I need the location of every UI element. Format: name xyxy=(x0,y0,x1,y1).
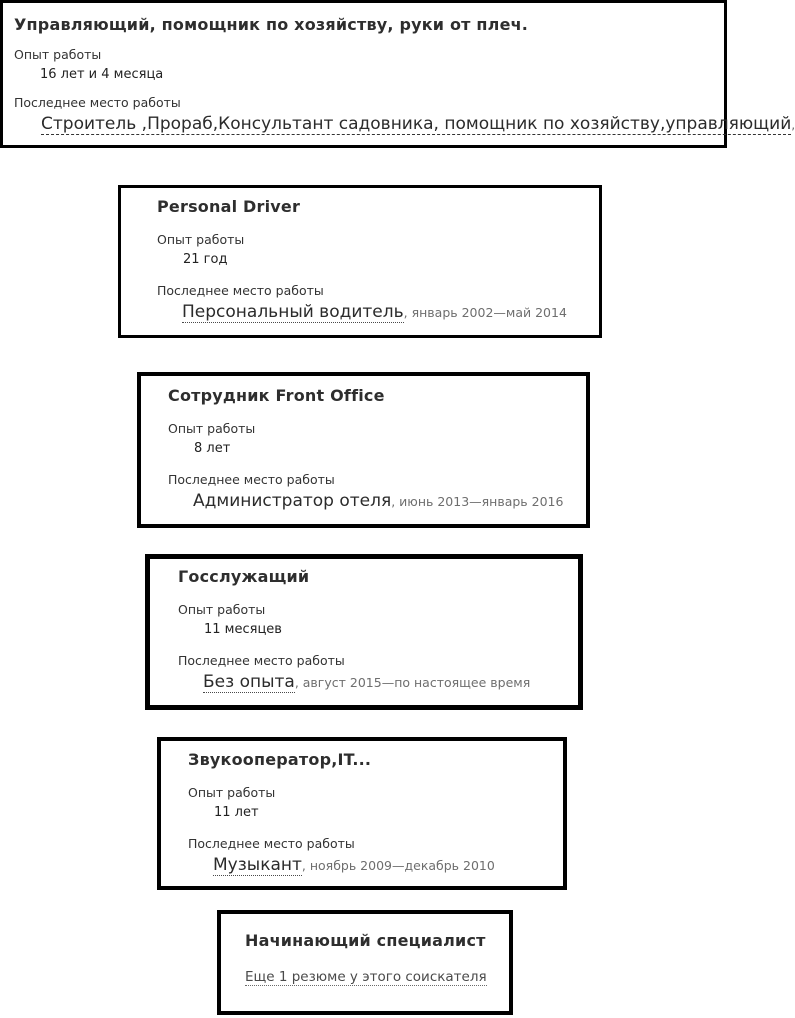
experience-value: 11 лет xyxy=(214,805,259,820)
last-job-link[interactable]: Музыкант xyxy=(213,855,302,875)
last-job-link[interactable]: Администратор отеля xyxy=(193,491,392,511)
resume-title[interactable]: Госслужащий xyxy=(178,567,310,586)
last-job-line xyxy=(178,672,578,692)
last-job-label: Последнее место работы xyxy=(168,472,335,487)
resume-title[interactable]: Personal Driver xyxy=(157,197,301,216)
last-job-period: , xyxy=(791,117,795,132)
experience-value: 21 год xyxy=(183,252,228,267)
experience-label: Опыт работы xyxy=(168,421,256,436)
last-job-period: , ноябрь 2009—декабрь 2010 xyxy=(301,858,495,873)
resume-card-front-office xyxy=(137,372,590,528)
resume-card-driver xyxy=(118,185,602,338)
experience-label: Опыт работы xyxy=(188,785,276,800)
resume-card-manager xyxy=(0,0,795,148)
experience-value: 8 лет xyxy=(194,441,231,456)
last-job-label: Последнее место работы xyxy=(188,836,355,851)
resume-title[interactable]: Сотрудник Front Office xyxy=(168,386,385,405)
last-job-label: Последнее место работы xyxy=(178,653,345,668)
more-resumes-link[interactable]: Еще 1 резюме у этого соискателя xyxy=(245,969,487,985)
experience-label: Опыт работы xyxy=(178,602,266,617)
resume-title[interactable]: Начинающий специалист xyxy=(245,931,486,950)
last-job-period: , август 2015—по настоящее время xyxy=(294,675,531,690)
resume-card-sound-engineer xyxy=(157,737,567,890)
last-job-label: Последнее место работы xyxy=(14,95,181,110)
last-job-line xyxy=(188,855,563,875)
last-job-line xyxy=(14,114,795,134)
last-job-period: , январь 2002—май 2014 xyxy=(403,305,567,320)
experience-label: Опыт работы xyxy=(14,47,102,62)
resume-card-civil-servant xyxy=(145,554,583,710)
experience-label: Опыт работы xyxy=(157,232,245,247)
last-job-link[interactable]: Без опыта xyxy=(203,672,295,692)
resume-title[interactable]: Управляющий, помощник по хозяйству, руки от плеч. xyxy=(14,15,529,34)
last-job-line xyxy=(168,491,586,511)
last-job-link[interactable]: Персональный водитель xyxy=(182,302,404,322)
last-job-label: Последнее место работы xyxy=(157,283,324,298)
last-job-link[interactable]: Строитель ,Прораб,Консультант садовника, помощник по хозяйству,управляющий xyxy=(41,114,792,134)
resume-title[interactable]: Звукооператор,IT... xyxy=(188,750,372,769)
last-job-line xyxy=(157,302,599,322)
last-job-period: , июнь 2013—январь 2016 xyxy=(391,494,564,509)
resume-card-beginner-specialist xyxy=(217,910,513,1015)
experience-value: 16 лет и 4 месяца xyxy=(40,67,164,82)
experience-value: 11 месяцев xyxy=(204,622,282,637)
